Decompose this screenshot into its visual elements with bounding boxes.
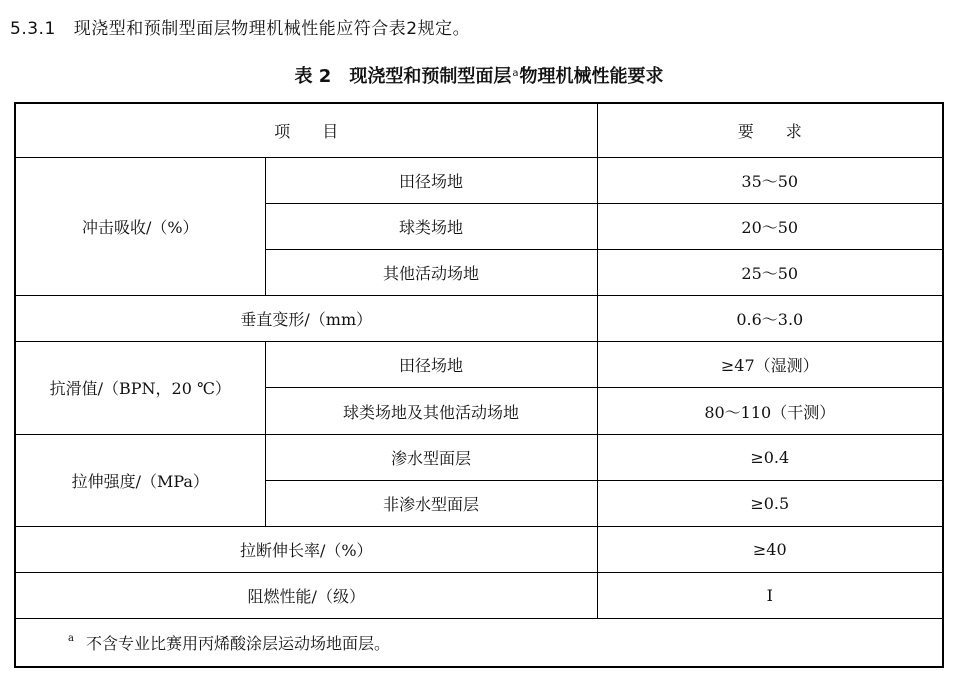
impact-value-track: 35～50 [597,157,943,203]
clause-5-3-1 [10,14,470,39]
table-row [15,157,943,203]
impact-sub-other: 其他活动场地 [265,250,597,296]
deformation-value: 0.6～3.0 [597,296,943,342]
table-row [15,434,943,480]
flame-label: 阻燃性能/（级） [15,573,597,619]
table-number: 表 2 [294,66,332,87]
table-caption [0,62,958,88]
table-row [15,573,943,619]
tensile-value-permeable: ≥0.4 [597,434,943,480]
slip-value-track: ≥47（湿测） [597,342,943,388]
elongation-label: 拉断伸长率/（%） [15,526,597,572]
table-footnote [15,619,943,667]
impact-sub-track: 田径场地 [265,157,597,203]
clause-text: 现浇型和预制型面层物理机械性能应符合表2规定。 [73,19,471,39]
deformation-label: 垂直变形/（mm） [15,296,597,342]
impact-value-ball: 20～50 [597,203,943,249]
table-row [15,296,943,342]
footnote-text: 不含专业比赛用丙烯酸涂层运动场地面层。 [85,634,390,654]
caption-title-before: 现浇型和预制型面层 [349,66,512,87]
caption-footnote-mark: a [512,68,519,79]
impact-value-other: 25～50 [597,250,943,296]
header-requirement: 要 求 [597,103,943,157]
slip-value-ball-other: 80～110（干测） [597,388,943,434]
tensile-sub-impermeable: 非渗水型面层 [265,480,597,526]
impact-sub-ball: 球类场地 [265,203,597,249]
tensile-value-impermeable: ≥0.5 [597,480,943,526]
footnote-mark: a [68,633,74,645]
clause-number: 5.3.1 [10,19,56,39]
slip-label: 抗滑值/（BPN，20 ℃） [15,342,265,434]
footnote-row [15,619,943,667]
flame-value: I [597,573,943,619]
tensile-sub-permeable: 渗水型面层 [265,434,597,480]
slip-sub-track: 田径场地 [265,342,597,388]
tensile-label: 拉伸强度/（MPa） [15,434,265,526]
impact-label: 冲击吸收/（%） [15,157,265,295]
caption-title-after: 物理机械性能要求 [519,66,664,87]
elongation-value: ≥40 [597,526,943,572]
requirements-table [14,102,944,668]
slip-sub-ball-other: 球类场地及其他活动场地 [265,388,597,434]
table-row [15,526,943,572]
header-item: 项 目 [15,103,597,157]
table-row [15,342,943,388]
table-header-row [15,103,943,157]
